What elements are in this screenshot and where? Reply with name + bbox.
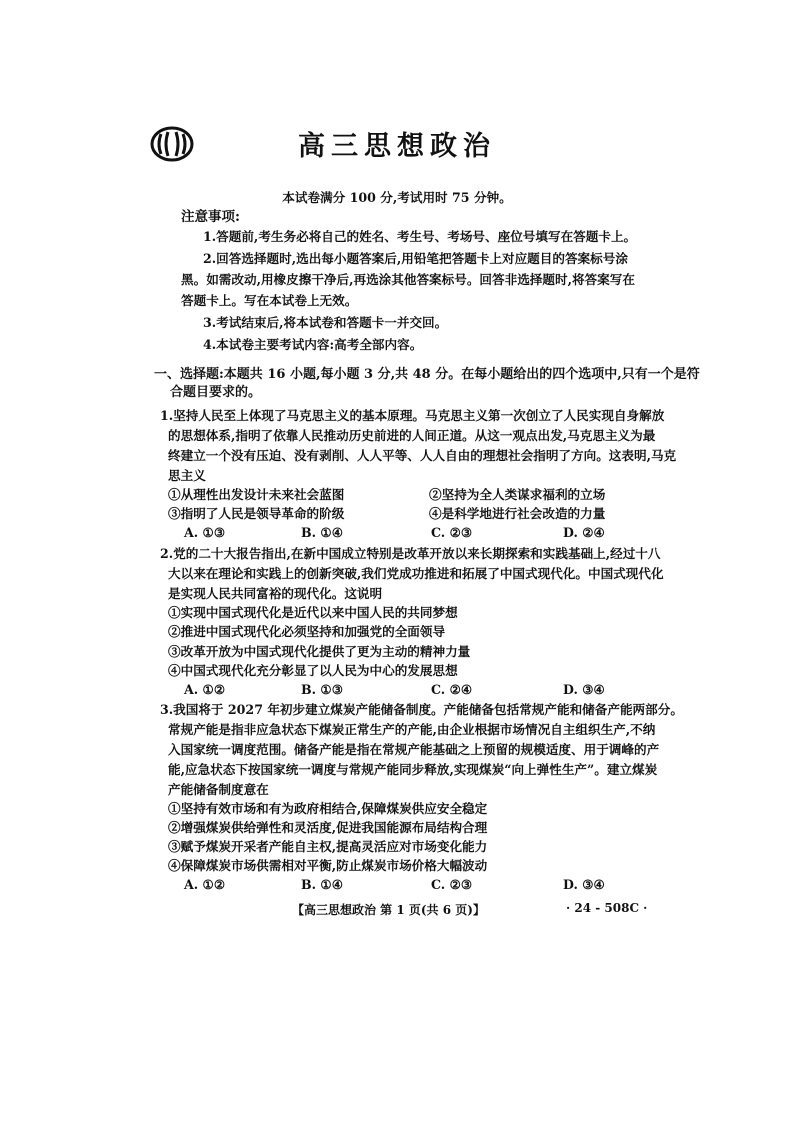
question-2-choice-c: C. ②④ xyxy=(431,682,473,697)
question-1-choice-c: C. ②③ xyxy=(431,525,473,540)
question-1-stem: 终建立一个没有压迫、没有剥削、人人平等、人人自由的理想社会指明了方向。这表明,马克 xyxy=(168,448,677,463)
question-2-statement-2: ②推进中国式现代化必须坚持和加强党的全面领导 xyxy=(168,624,446,639)
question-2-statement-3: ③改革开放为中国式现代化提供了更为主动的精神力量 xyxy=(168,644,471,659)
question-3-statement-3: ③赋予煤炭开采者产能自主权,提高灵活应对市场变化能力 xyxy=(168,839,488,854)
page-title: 高三思想政治 xyxy=(298,131,496,162)
question-1-choice-d: D. ②④ xyxy=(563,525,605,540)
question-2-choice-b: B. ①③ xyxy=(301,682,343,697)
question-3-statement-1: ①坚持有效市场和有为政府相结合,保障煤炭供应安全稳定 xyxy=(168,801,488,816)
section-heading: 合题目要求的。 xyxy=(170,385,262,400)
notice-item: 3.考试结束后,将本试卷和答题卡一并交回。 xyxy=(203,315,448,330)
notice-item: 2.回答选择题时,选出每小题答案后,用铅笔把答题卡上对应题目的答案标号涂 xyxy=(203,251,628,266)
question-1-choice-b: B. ①④ xyxy=(301,525,343,540)
page-footer-label: 【高三思想政治 第 1 页(共 6 页)】 xyxy=(292,903,485,917)
question-3-stem: 3.我国将于 2027 年初步建立煤炭产能储备制度。产能储备包括常规产能和储备产能两部分。 xyxy=(160,702,683,717)
section-heading: 一、选择题:本题共 16 小题,每小题 3 分,共 48 分。在每小题给出的四个选项中,只有一个是符 xyxy=(154,367,700,382)
question-1-statement-1: ①从理性出发设计未来社会蓝图 xyxy=(168,487,345,502)
question-3-choice-b: B. ①④ xyxy=(301,877,343,892)
question-2-choice-d: D. ③④ xyxy=(563,682,605,697)
question-1-choice-a: A. ①③ xyxy=(184,525,226,540)
question-3-statement-4: ④保障煤炭市场供需相对平衡,防止煤炭市场价格大幅波动 xyxy=(168,858,488,873)
question-2-statement-1: ①实现中国式现代化是近代以来中国人民的共同梦想 xyxy=(168,605,458,620)
question-2-stem: 2.党的二十大报告指出,在新中国成立特别是改革开放以来长期探索和实践基础上,经过十八 xyxy=(160,546,661,561)
question-1-statement-2: ②坚持为全人类谋求福利的立场 xyxy=(429,487,606,502)
notice-item: 答题卡上。写在本试卷上无效。 xyxy=(181,293,358,308)
question-2-stem: 是实现人民共同富裕的现代化。这说明 xyxy=(168,586,383,601)
page-footer-code: · 24 - 508C · xyxy=(566,901,648,915)
question-1-stem: 的思想体系,指明了依靠人民推动历史前进的人间正道。从这一观点出发,马克思主义为最 xyxy=(168,428,656,443)
question-3-stem: 入国家统一调度范围。储备产能是指在常规产能基础之上预留的规模适度、用于调峰的产 xyxy=(168,742,660,757)
question-1-statement-3: ③指明了人民是领导革命的阶级 xyxy=(168,506,345,521)
question-3-stem: 产能储备制度意在 xyxy=(168,782,269,797)
question-1-stem: 思主义 xyxy=(168,468,206,483)
notice-item: 1.答题前,考生务必将自己的姓名、考生号、考场号、座位号填写在答题卡上。 xyxy=(203,229,637,244)
question-2-choice-a: A. ①② xyxy=(184,682,226,697)
question-3-choice-a: A. ①② xyxy=(184,877,226,892)
question-3-stem: 能,应急状态下按国家统一调度与常规产能同步释放,实现煤炭“向上弹性生产”。建立煤炭 xyxy=(168,762,658,777)
question-2-statement-4: ④中国式现代化充分彰显了以人民为中心的发展思想 xyxy=(168,663,458,678)
notice-heading: 注意事项: xyxy=(181,209,240,225)
question-1-statement-4: ④是科学地进行社会改造的力量 xyxy=(429,506,606,521)
question-3-stem: 常规产能是指非应急状态下煤炭正常生产的产能,由企业根据市场情况自主组织生产,不纳 xyxy=(168,722,656,737)
notice-item: 黑。如需改动,用橡皮擦干净后,再选涂其他答案标号。回答非选择题时,将答案写在 xyxy=(181,272,635,287)
notice-item: 4.本试卷主要考试内容:高考全部内容。 xyxy=(203,337,423,352)
question-3-statement-2: ②增强煤炭供给弹性和灵活度,促进我国能源布局结构合理 xyxy=(168,820,488,835)
question-1-stem: 1.坚持人民至上体现了马克思主义的基本原理。马克思主义第一次创立了人民实现自身解放 xyxy=(160,408,665,423)
question-2-stem: 大以来在理论和实践上的创新突破,我们党成功推进和拓展了中国式现代化。中国式现代化 xyxy=(168,566,664,581)
exam-info: 本试卷满分 100 分,考试用时 75 分钟。 xyxy=(282,190,512,205)
question-3-choice-c: C. ②③ xyxy=(431,877,473,892)
question-3-choice-d: D. ③④ xyxy=(563,877,605,892)
